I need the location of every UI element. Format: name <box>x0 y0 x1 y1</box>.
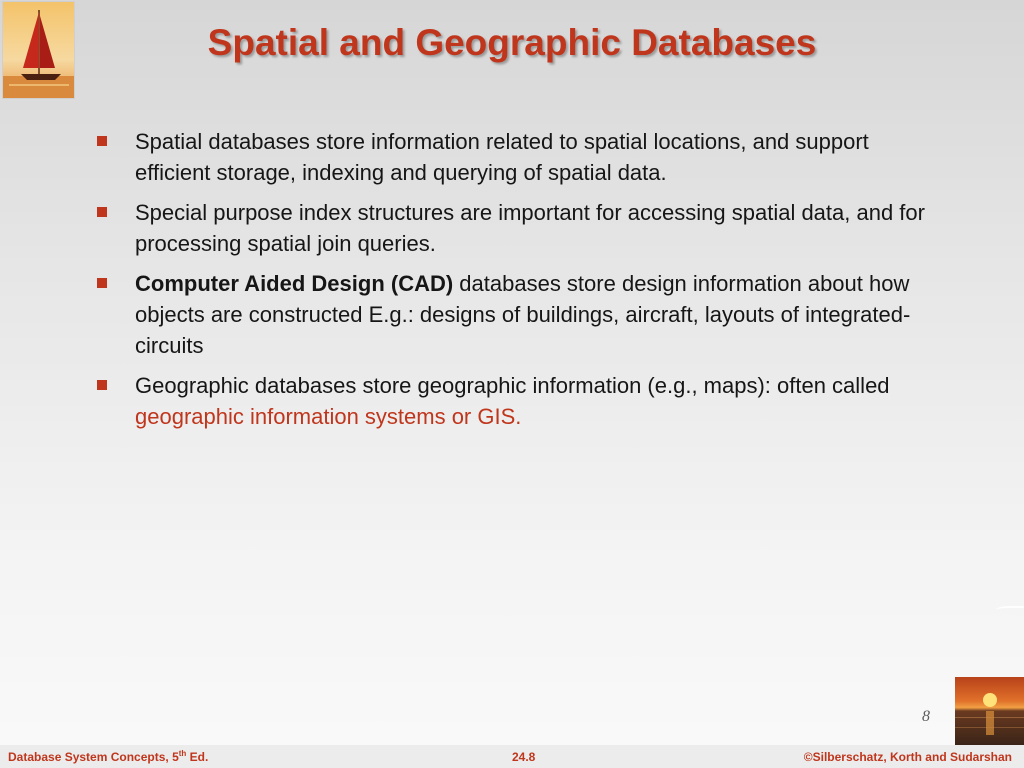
bullet-highlight-text: geographic information systems or GIS. <box>135 404 522 429</box>
footer-copyright: ©Silberschatz, Korth and Sudarshan <box>803 750 1012 764</box>
footer-slide-id: 24.8 <box>512 750 536 764</box>
bullet-text: Geographic databases store geographic information (e.g., maps): often called <box>135 373 890 398</box>
bullet-text: Special purpose index structures are important for accessing spatial data, and for processing spatial join queries. <box>135 200 925 256</box>
square-bullet-icon <box>97 278 107 288</box>
slide-title: Spatial and Geographic Databases <box>207 22 817 63</box>
bullet-item <box>97 370 927 432</box>
page-number: 8 <box>922 708 930 725</box>
square-bullet-icon <box>97 136 107 146</box>
decorative-swoosh <box>996 606 1024 614</box>
bullet-list <box>97 126 927 441</box>
bullet-item <box>97 126 927 188</box>
footer-book-title: Database System Concepts, 5th Ed. <box>8 749 209 764</box>
sunset-image <box>955 677 1024 745</box>
bullet-item <box>97 197 927 259</box>
bullet-text: databases store design information about how objects are constructed E.g.: designs of buildings, aircraft, layouts of integrated-circuits <box>135 271 911 358</box>
bullet-text: Spatial databases store information related to spatial locations, and support efficient storage, indexing and querying of spatial data. <box>135 129 869 185</box>
footer-bar <box>0 745 1024 768</box>
square-bullet-icon <box>97 380 107 390</box>
bullet-item <box>97 268 927 361</box>
square-bullet-icon <box>97 207 107 217</box>
bullet-bold-term: Computer Aided Design (CAD) <box>135 271 454 296</box>
